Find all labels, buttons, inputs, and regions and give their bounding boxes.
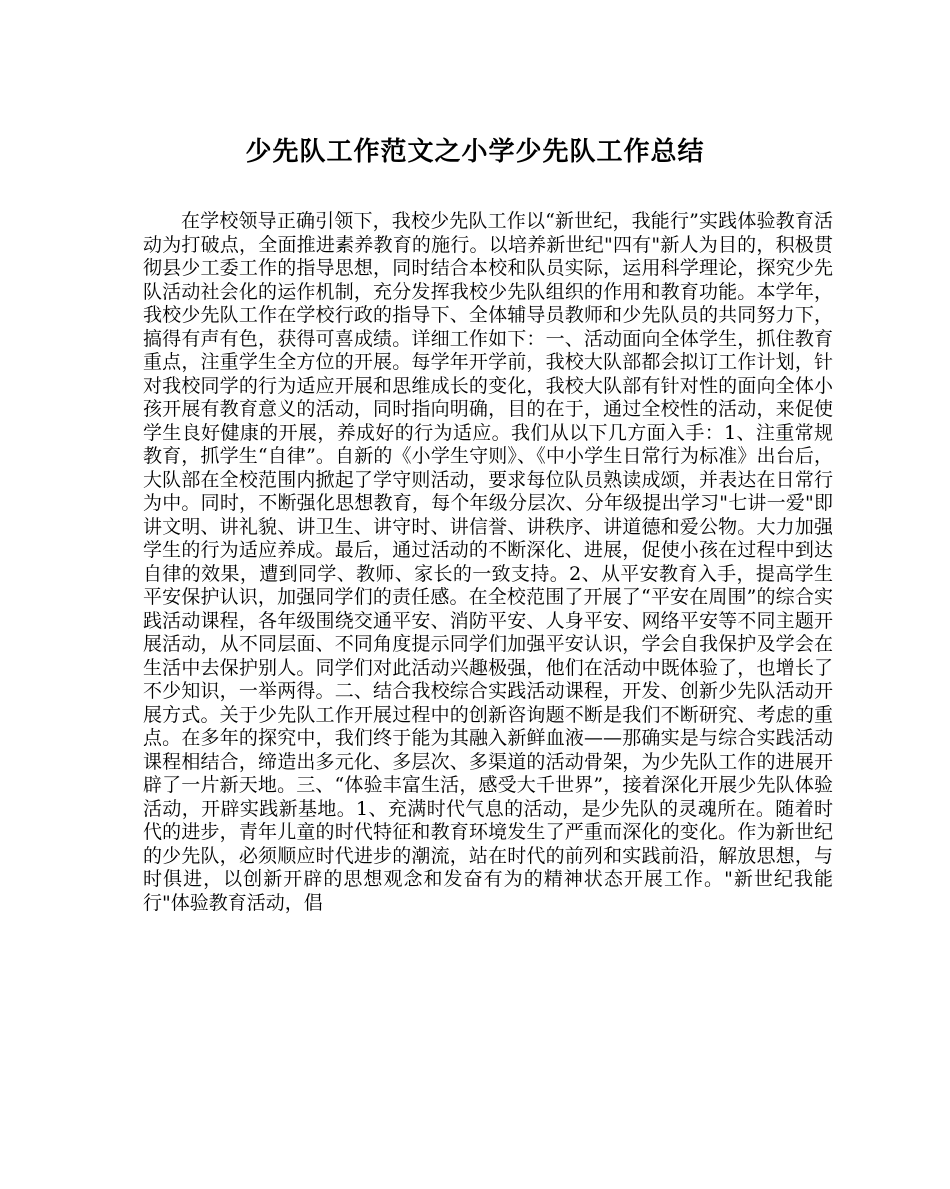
document-body-paragraph: 在学校领导正确引领下，我校少先队工作以“新世纪，我能行”实践体验教育活动为打破点，全面推进素养教育的施行。以培养新世纪"四有"新人为目的，积极贯彻县少工委工作的指导思想，同时结合本校和队员实际，运用科学理论，探究少先队活动社会化的运作机制，充分发挥我校少先队组织的作用和教育功能。本学年，我校少先队工作在学校行政的指导下、全体辅导员教师和少先队员的共同努力下，搞得有声有色，获得可喜成绩。详细工作如下：一、活动面向全体学生，抓住教育重点，注重学生全方位的开展。每学年开学前，我校大队部都会拟订工作计划，针对我校同学的行为适应开展和思维成长的变化，我校大队部有针对性的面向全体小孩开展有教育意义的活动，同时指向明确，目的在于，通过全校性的活动，来促使学生良好健康的开展，养成好的行为适应。我们从以下几方面入手：1、注重常规教育，抓学生“自律”。自新的《小学生守则》、《中小学生日常行为标准》出台后，大队部在全校范围内掀起了学守则活动，要求每位队员熟读成颂，并表达在日常行为中。同时，不断强化思想教育，每个年级分层次、分年级提出学习"七讲一爱"即讲文明、讲礼貌、讲卫生、讲守时、讲信誉、讲秩序、讲道德和爱公物。大力加强学生的行为适应养成。最后，通过活动的不断深化、进展，促使小孩在过程中到达自律的效果，遭到同学、教师、家长的一致支持。2、从平安教育入手，提高学生平安保护认识，加强同学们的责任感。在全校范围了开展了“平安在周围”的综合实践活动课程，各年级围绕交通平安、消防平安、人身平安、网络平安等不同主题开展活动，从不同层面、不同角度提示同学们加强平安认识，学会自我保护及学会在生活中去保护别人。同学们对此活动兴趣极强，他们在活动中既体验了，也增长了不少知识，一举两得。二、结合我校综合实践活动课程，开发、创新少先队活动开展方式。关于少先队工作开展过程中的创新咨询题不断是我们不断研究、考虑的重点。在多年的探究中，我们终于能为其融入新鲜血液——那确实是与综合实践活动课程相结合，缔造出多元化、多层次、多渠道的活动骨架，为少先队工作的进展开辟了一片新天地。三、“体验丰富生活，感受大千世界”，接着深化开展少先队体验活动，开辟实践新基地。1、充满时代气息的活动，是少先队的灵魂所在。随着时代的进步，青年儿童的时代特征和教育环境发生了严重而深化的变化。作为新世纪的少先队，必须顺应时代进步的潮流，站在时代的前列和实践前沿，解放思想，与时俱进，以创新开辟的思想观念和发奋有为的精神状态开展工作。"新世纪我能行"体验教育活动，倡 (143, 210, 833, 914)
document-title: 少先队工作范文之小学少先队工作总结 (245, 137, 705, 167)
